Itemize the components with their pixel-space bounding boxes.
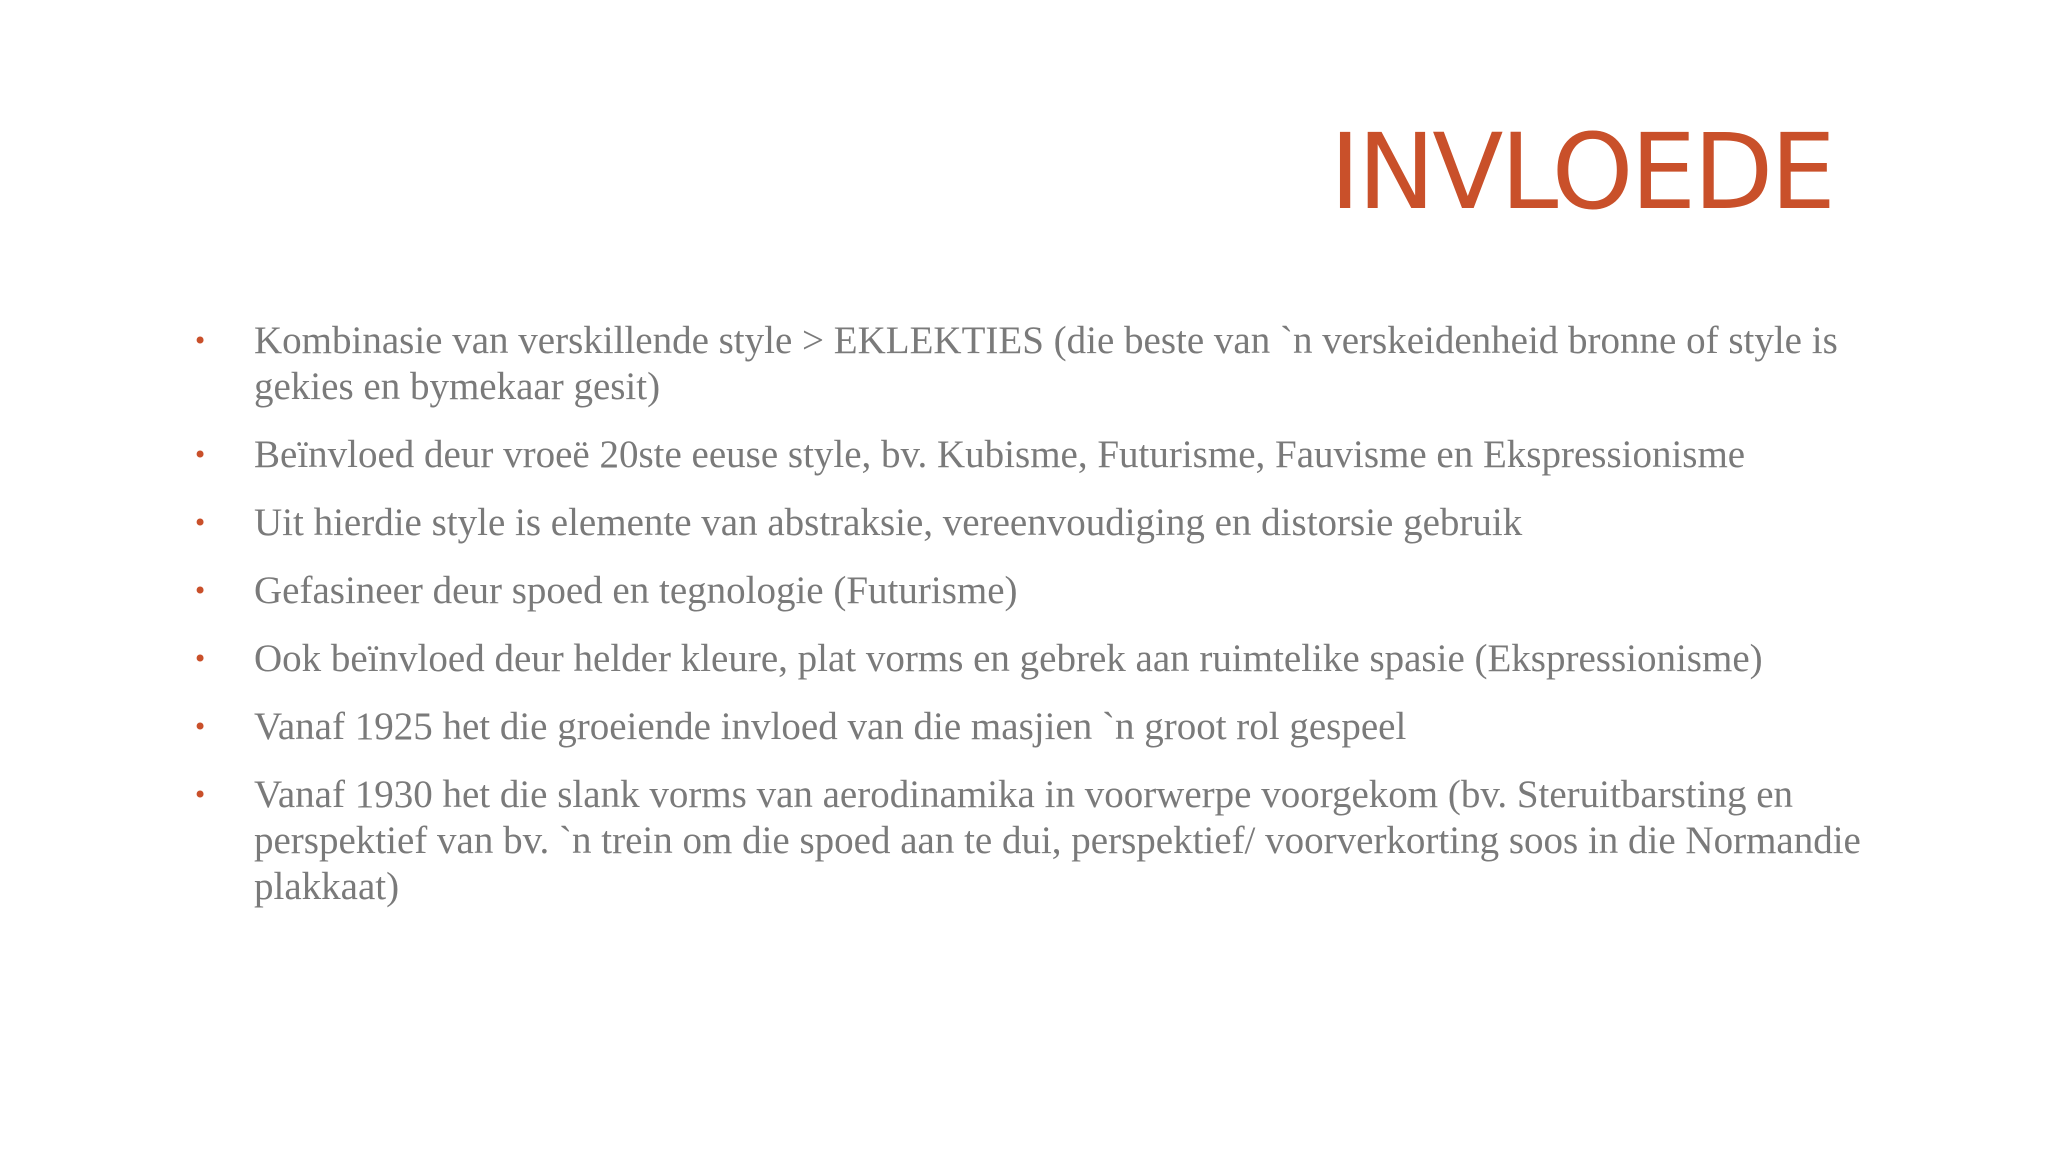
- slide-title: INVLOEDE: [1329, 111, 1833, 233]
- bullet-list: [188, 318, 1928, 932]
- bullet-dot-icon: •: [193, 327, 208, 355]
- bullet-dot-icon: •: [193, 509, 208, 537]
- bullet-text: Kombinasie van verskillende style > EKLEKTIES (die beste van `n verskeidenheid bronne of style is gekies en bymekaar gesit): [254, 319, 1838, 408]
- bullet-dot-icon: •: [193, 441, 208, 469]
- bullet-text: Vanaf 1930 het die slank vorms van aerodinamika in voorwerpe voorgekom (bv. Steruitbarsting en perspektief van bv. `n trein om die spoed aan te dui, perspektief/ voorverkorting soos in die Normandie plakkaat): [254, 773, 1861, 908]
- bullet-dot-icon: •: [193, 713, 208, 741]
- bullet-item: [188, 500, 1928, 546]
- bullet-item: [188, 318, 1928, 410]
- bullet-text: Beïnvloed deur vroeë 20ste eeuse style, bv. Kubisme, Futurisme, Fauvisme en Ekspressionisme: [254, 433, 1746, 476]
- bullet-item: [188, 432, 1928, 478]
- bullet-item: [188, 568, 1928, 614]
- bullet-item: [188, 772, 1928, 910]
- bullet-text: Uit hierdie style is elemente van abstraksie, vereenvoudiging en distorsie gebruik: [254, 501, 1523, 544]
- bullet-dot-icon: •: [193, 577, 208, 605]
- bullet-dot-icon: •: [193, 781, 208, 809]
- bullet-item: [188, 636, 1928, 682]
- bullet-text: Vanaf 1925 het die groeiende invloed van die masjien `n groot rol gespeel: [254, 705, 1407, 748]
- bullet-text: Gefasineer deur spoed en tegnologie (Futurisme): [254, 569, 1018, 612]
- bullet-text: Ook beïnvloed deur helder kleure, plat vorms en gebrek aan ruimtelike spasie (Ekspressionisme): [254, 637, 1763, 680]
- bullet-dot-icon: •: [193, 645, 208, 673]
- bullet-item: [188, 704, 1928, 750]
